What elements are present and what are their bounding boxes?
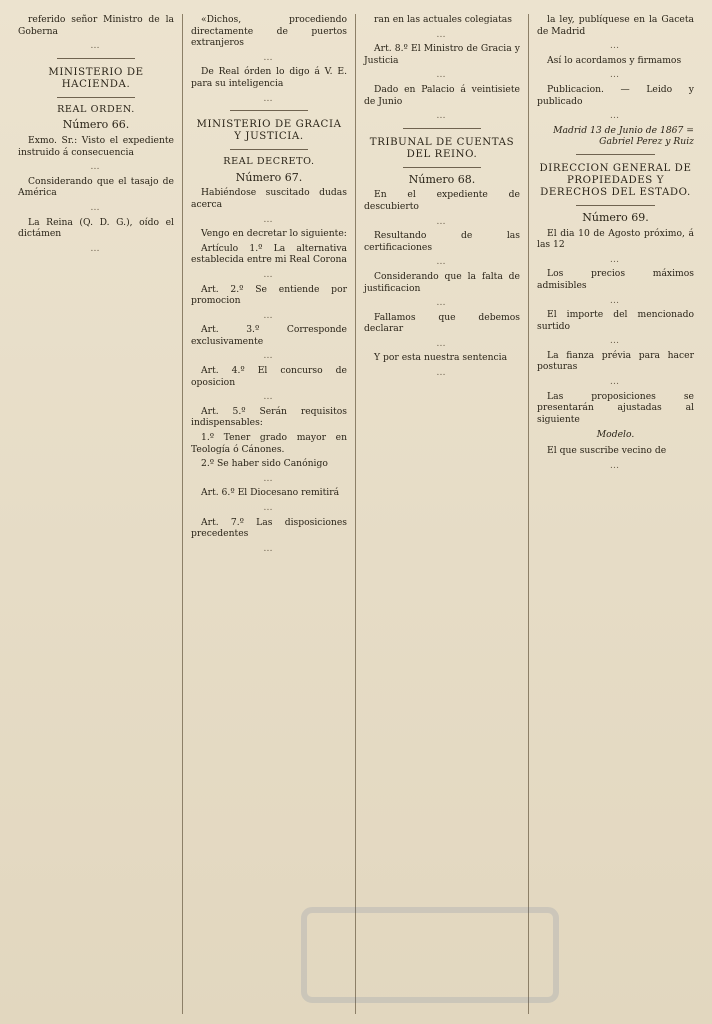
article-1: Artículo 1.º La alternativa establecida entre mi Real Corona (191, 242, 347, 266)
section-rule (57, 97, 135, 98)
column-grid (10, 14, 702, 1014)
notice-number: Número 68. (408, 172, 476, 186)
notice-paragraph: La Reina (Q. D. G.), oído el dictámen (18, 216, 174, 240)
notice-paragraph: Los precios máximos admisibles (537, 268, 694, 291)
notice-paragraph: Fallamos que debemos declarar (364, 311, 520, 335)
elided-text: … (609, 294, 622, 306)
dated-signature: Madrid 13 de Junio de 1867 = Gabriel Perez y Ruiz (553, 124, 694, 148)
elided-text: … (609, 110, 622, 122)
elided-text: … (436, 110, 448, 122)
article-8: Art. 8.º El Ministro de Gracia y Justicia (364, 43, 520, 66)
article-7: Art. 7.º Las disposiciones precedentes (191, 516, 347, 540)
notice-paragraph: Vengo en decretar lo siguiente: (201, 228, 347, 240)
elided-text: … (263, 472, 275, 484)
elided-text: … (436, 367, 448, 379)
notice-paragraph: Publicacion. — Leido y publicado (537, 83, 694, 107)
lead-paragraph: la ley, publíquese en la Gaceta de Madrid (537, 14, 694, 37)
notice-paragraph: Considerando que el tasajo de América (18, 175, 174, 199)
elided-text: … (609, 376, 622, 388)
notice-number: Número 67. (235, 170, 303, 184)
dated-signature: Dado en Palacio á veintisiete de Junio (364, 83, 520, 107)
article-5: Art. 5.º Serán requisitos indispensables: (191, 405, 347, 429)
notice-paragraph: Así lo acordamos y firmamos (547, 54, 682, 66)
notice-paragraph: De Real órden lo digo á V. E. para su inteligencia (191, 66, 347, 89)
section-rule (576, 205, 655, 206)
elided-text: … (263, 502, 275, 513)
section-rule (230, 110, 308, 111)
elided-text: … (609, 335, 622, 347)
section-rule (57, 58, 135, 59)
article-4: Art. 4.º El concurso de oposicion (191, 365, 347, 388)
notice-paragraph: «Dichos, procediendo directamente de puertos extranjeros (191, 14, 347, 49)
elided-text: … (436, 256, 448, 268)
notice-number: Número 69. (582, 210, 649, 224)
subheading-real-decreto: REAL DECRETO. (223, 156, 315, 168)
notice-paragraph: ran en las actuales colegiatas (374, 14, 512, 25)
column-1 (10, 14, 183, 1014)
elided-text: … (436, 69, 448, 81)
elided-text: … (436, 337, 448, 349)
requirement-1: 1.º Tener grado mayor en Teología ó Cánones. (191, 432, 347, 455)
elided-text: … (436, 297, 448, 309)
notice-paragraph: El que suscribe vecino de (547, 445, 667, 457)
elided-text: … (263, 51, 275, 63)
column-4 (529, 14, 702, 1014)
elided-text: … (263, 350, 275, 362)
elided-text: … (436, 215, 448, 227)
elided-text: … (263, 309, 275, 321)
notice-paragraph: Y por esta nuestra sentencia (374, 352, 508, 364)
elided-text: … (609, 459, 622, 471)
requirement-2: 2.º Se haber sido Canónigo (201, 458, 328, 470)
lead-paragraph: referido señor Ministro de la Goberna (18, 14, 174, 37)
notice-paragraph: El importe del mencionado surtido (537, 309, 694, 332)
notice-paragraph: En el expediente de descubierto (364, 189, 520, 212)
section-heading-gracia-justicia: MINISTERIO DE GRACIA Y JUSTICIA. (196, 119, 342, 143)
section-rule (403, 167, 481, 168)
elided-text: … (90, 40, 102, 52)
section-heading-direccion: DIRECCION GENERAL DE PROPIEDADES Y DERECHOS DEL ESTADO. (539, 162, 692, 198)
elided-text: … (263, 268, 275, 280)
elided-text: … (263, 542, 275, 554)
elided-text: … (609, 253, 622, 265)
notice-paragraph: Habiéndose suscitado dudas acerca (191, 187, 347, 210)
article-6: Art. 6.º El Diocesano remitirá (201, 487, 340, 499)
elided-text: … (263, 213, 275, 225)
elided-text: … (263, 391, 275, 403)
notice-paragraph: Exmo. Sr.: Visto el expediente instruido á consecuencia (18, 134, 174, 158)
article-3: Art. 3.º Corresponde exclusivamente (191, 324, 347, 347)
notice-paragraph: Considerando que la falta de justificacion (364, 270, 520, 294)
column-3 (356, 14, 529, 1014)
elided-text: … (436, 28, 448, 40)
elided-text: … (90, 201, 102, 213)
subheading-real-orden: REAL ORDEN. (57, 103, 135, 115)
elided-text: … (263, 92, 275, 104)
column-2 (183, 14, 356, 1014)
article-2: Art. 2.º Se entiende por promocion (191, 283, 347, 307)
section-rule (403, 128, 481, 129)
section-heading-ministerio-hacienda: MINISTERIO DE HACIENDA. (48, 66, 144, 90)
section-rule (230, 149, 308, 150)
notice-number: Número 66. (62, 118, 130, 132)
elided-text: … (90, 161, 102, 173)
notice-paragraph: Las proposiciones se presentarán ajustadas al siguiente (537, 390, 694, 425)
elided-text: … (90, 242, 102, 254)
elided-text: … (609, 40, 622, 52)
elided-text: … (609, 69, 622, 81)
section-heading-tribunal: TRIBUNAL DE CUENTAS DEL REINO. (369, 136, 515, 160)
notice-paragraph: Resultando de las certificaciones (364, 230, 520, 253)
notice-paragraph: El dia 10 de Agosto próximo, á las 12 (537, 227, 694, 251)
model-heading: Modelo. (596, 429, 635, 441)
section-rule (576, 154, 655, 155)
notice-paragraph: La fianza prévia para hacer posturas (537, 349, 694, 373)
